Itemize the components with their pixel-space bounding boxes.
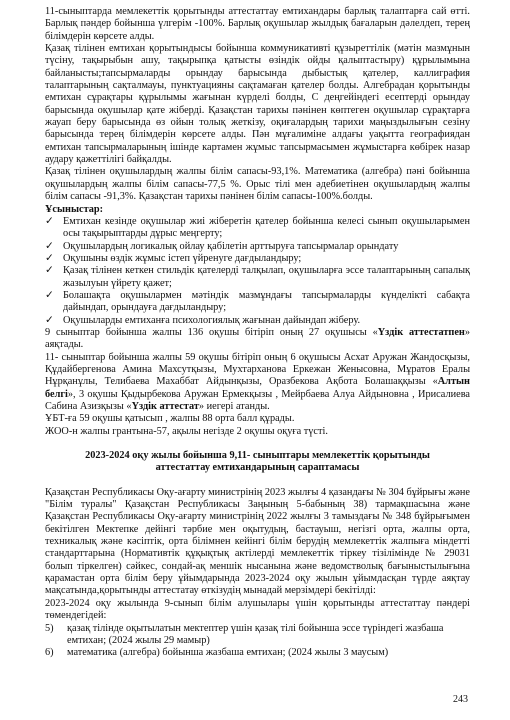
checkmark-icon: ✓ — [45, 265, 54, 277]
paragraph-quality: Қазақ тілінен оқушылардың жалпы білім сапасы-93,1%. Математика (алгебра) пәні бойынша оқушылардың жалпы білім сапасы-77,5 %. Орыс тілі мен әдебиетінен оқушылардың жалпы білім сапасы -91,3%. Қазақстан тарихы пәнінен білім сапасы-100%.болды. — [45, 166, 470, 203]
recommendations-title: Ұсыныстар: — [45, 203, 104, 215]
checkmark-icon: ✓ — [45, 314, 54, 326]
page-number: 243 — [453, 694, 468, 705]
list-item: ✓ Болашақта оқушылармен мәтіндік мазмұндағы тапсырмаларды күнделікті сабақта дайындап, орындауға дағдыландыру; — [45, 289, 470, 314]
paragraph-exam-analysis: Қазақ тілінен емтихан қорытындысы бойынша коммуникативті құзыреттілік (мәтін мазмұнын түсіну, тақырыбын ашу, тақырыпқа қатысты өзіндік ойды қалыптастыру) құрылымына байланысты;тапсырмаларды орындау барысында дыбыстық қателер, каллиграфия талаптарының сақталмауы, пунктуацияны сақтамаған қателер болды. Алгебрадан қорытынды емтихан сұрақтары құрылымы жағынан күрделі болды, С деңгейіндегі есептерді орындау барысында оқушылар қате жіберді. Қазақстан тарихы пәнінен көптеген оқушылар сұрақтарға жауап беру барысында өз ойын толық жеткізу, оқиғалардың тарихи маңыздылығын сезіну барысында терең білімдерін көрсете алды. Пән мұғалиміне алдағы уақытта географиядан емтихан тапсырмаларының ішінде картамен жұмыс тапсырмасымен жұмыстарға көбірек назар аудару қажеттілігі байқалды. — [45, 43, 470, 166]
checkmark-icon: ✓ — [45, 215, 54, 227]
list-item: 5) қазақ тілінде оқытылатын мектептер үшін қазақ тілі бойынша эссе түріндегі жазбаша емтихан; (2024 жылы 29 мамыр) — [45, 622, 444, 646]
paragraph-grade9-results: 9 сыныптар бойынша жалпы 136 оқушы бітіріп оның 27 оқушысы «Үздік аттестатпен» аяқтады. — [45, 326, 470, 351]
checkmark-icon: ✓ — [45, 289, 54, 301]
paragraph-legal-basis: Қазақстан Республикасы Оқу-ағарту министрінің 2023 жылғы 4 қазандағы № 304 бұйрығы және "Білім туралы" Қазақстан Республикасы Заңының 5-бабының 38) тармақшасына және Қазақстан Республикасы Оқу-ағарту министрінің 2022 жылғы 3 тамыздағы № 348 бұйрығымен бекітілген Мектепке дейінгі тәрбие мен оқытудың, бастауыш, негізгі орта, жалпы орта, техникалық және кәсіптік, орта білімнен кейінгі білім берудің мемлекеттік жалпыға міндетті стандарттарына (Нормативтік құқықтық актілерді мемлекеттік тіркеу тізілімінде № 29031 болып тіркелген) сәйкес, сондай-ақ меншік нысанына және ведомстволық бағыныстылығына қарамастан орта білім беру ұйымдарында 2023-2024 оқу жылын ұйымдасқан түрде аяқтау мақсатында,қорытынды аттестатау өткізудің мынадай мерзімдері бекітілді: — [45, 486, 470, 597]
list-item: 6) математика (алгебра) бойынша жазбаша емтихан; (2024 жылы 3 маусым) — [45, 647, 389, 659]
list-item: ✓ Қазақ тілінен кеткен стильдік қателерді талқылап, оқушыларға эссе талаптарының сапалық жазылуын үйрету қажет; — [45, 265, 470, 289]
paragraph-grade11-results: 11- сыныптар бойынша жалпы 59 оқушы бітіріп оның 6 оқушысы Асхат Аружан Жандосқызы, Құдайбергенова Амина Махсутқызы, Мухтарханова Еркежан Женысовна, Мұратов Ералы Нұрқанұлы, Телибаева Махаббат Айдынқызы, Оразбекова Ақбота Болашаққызы «Алтын белгі», 3 оқушы Қыдырбекова Аружан Ермекқызы , Мейрбаева Алуа Айдыновна , Ирисалиева Сабина Азизқызы «Үздік аттестат» иегері атанды. — [45, 351, 470, 412]
checkmark-icon: ✓ — [45, 252, 54, 264]
paragraph-university: ЖОО-н жалпы грантына-57, ақылы негізде 2 оқушы оқуға түсті. — [45, 425, 328, 437]
section-heading: 2023-2024 оқу жылы бойынша 9,11- сыныптары мемлекеттік қорытынды аттестаттау емтихандарының сараптамасы — [85, 450, 430, 474]
checkmark-icon: ✓ — [45, 240, 54, 252]
list-item: ✓ Оқушыларды емтиханға психологиялық жағынан дайындап жіберу. — [45, 314, 361, 326]
list-item: ✓ Емтихан кезінде оқушылар жиі жіберетін қателер бойынша келесі сынып оқушыларымен осы тақырыптарды дұрыс меңгерту; — [45, 215, 470, 240]
list-item: ✓ Оқушыны өздік жұмыс істеп үйренуге дағдыландыру; — [45, 252, 302, 264]
list-item: ✓ Оқушылардың логикалық ойлау қабілетін арттыруға тапсырмалар орындату — [45, 240, 399, 252]
exam-list — [45, 623, 470, 660]
recommendations-list — [45, 216, 470, 327]
paragraph-results-11: 11-сыныптарда мемлекеттік қорытынды аттестаттау емтихандары барлық талаптарға сай өтті. Барлық пәндер бойынша үлгерім -100%. Барлық оқушылар жылдық бағаларын дәлелдеп, терең білімдерін көрсете алды. — [45, 6, 470, 42]
paragraph-unt: ҰБТ-ға 59 оқушы қатысып , жалпы 88 орта балл құрады. — [45, 413, 295, 425]
paragraph-subjects-intro: 2023-2024 оқу жылында 9-сынып білім алушылары үшін қорытынды аттестаттау пәндері төмендегідей: — [45, 597, 470, 622]
